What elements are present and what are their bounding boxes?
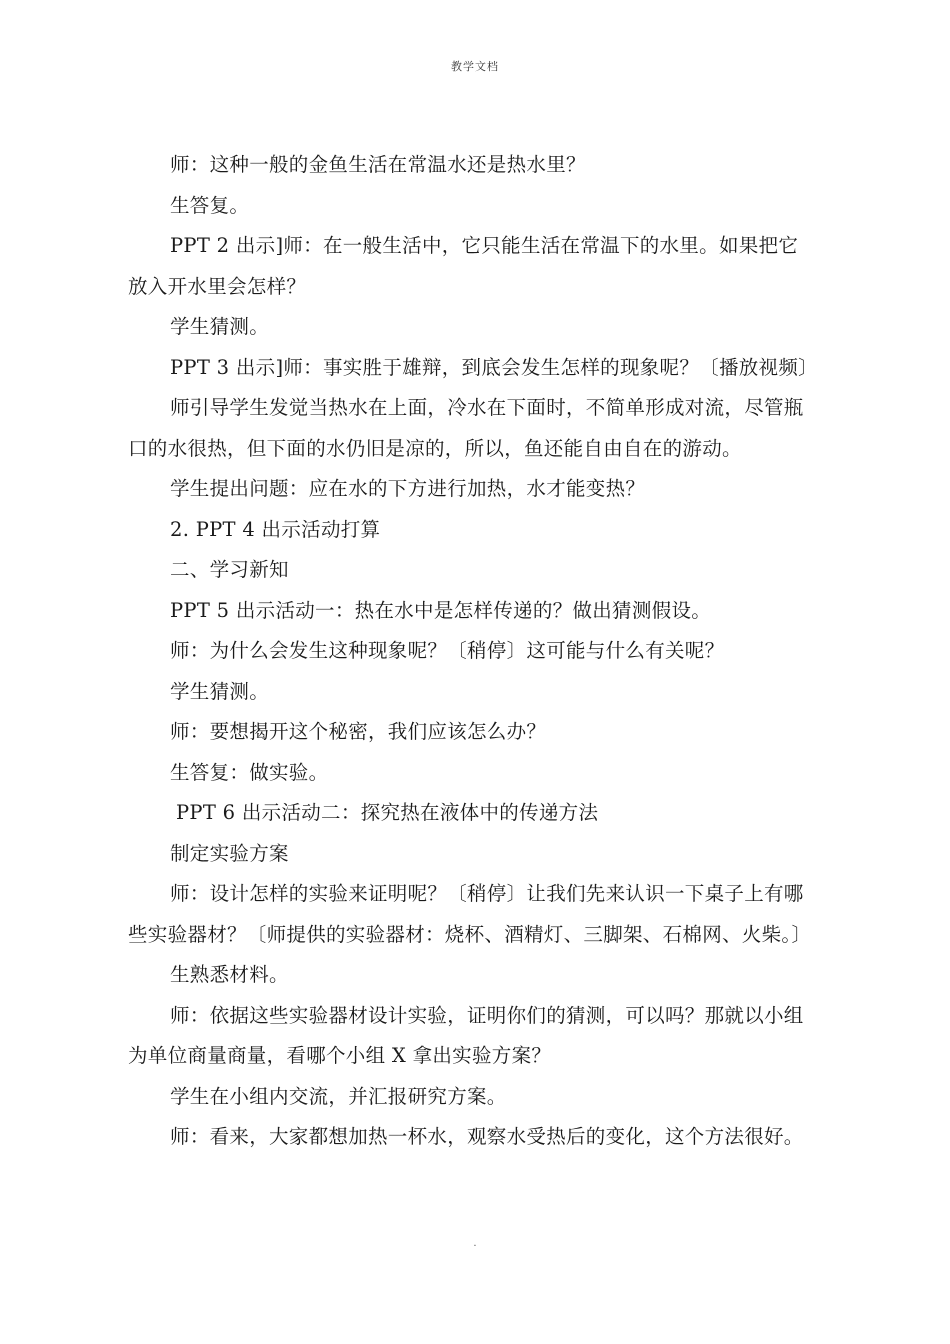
paragraph-line: 师：看来，大家都想加热一杯水，观察水受热后的变化，这个方法很好。 [170, 1125, 804, 1148]
paragraph-line: 制定实验方案 [170, 841, 289, 865]
document-body [128, 145, 828, 1158]
paragraph-line: 学生猜测。 [170, 679, 270, 703]
paragraph-line: 学生猜测。 [170, 315, 270, 338]
paragraph-line: 师引导学生发觉当热水在上面，冷水在下面时，不简单形成对流，尽管瓶 [170, 396, 804, 419]
page-header: 教学文档 [451, 60, 499, 73]
page-footer-mark: . [473, 1238, 477, 1249]
paragraph-line: 生熟悉材料。 [170, 963, 289, 986]
paragraph-line: 为单位商量商量，看哪个小组 X 拿出实验方案？ [128, 1044, 552, 1067]
paragraph-line: 学生在小组内交流，并汇报研究方案。 [170, 1084, 507, 1108]
paragraph-line: 放入开水里会怎样？ [128, 274, 307, 298]
paragraph-line: PPT 6 出示活动二：探究热在液体中的传递方法 [176, 801, 599, 824]
section-heading: 二、学习新知 [170, 558, 289, 581]
paragraph-line: 2. PPT 4 出示活动打算 [170, 517, 381, 541]
paragraph-line: PPT 5 出示活动一：热在水中是怎样传递的？做出猜测假设。 [170, 598, 712, 622]
paragraph-line: PPT 3 出示]师：事实胜于雄辩，到底会发生怎样的现象呢？〔播放视频〕 [170, 355, 818, 379]
paragraph-line: 些实验器材？〔师提供的实验器材：烧杯、酒精灯、三脚架、石棉网、火柴。〕 [128, 922, 812, 946]
paragraph-line: 师：设计怎样的实验来证明呢？〔稍停〕让我们先来认识一下桌子上有哪 [170, 882, 804, 905]
paragraph-line: PPT 2 出示]师：在一般生活中，它只能生活在常温下的水里。如果把它 [170, 234, 799, 257]
paragraph-line: 师：要想揭开这个秘密，我们应该怎么办？ [170, 720, 547, 743]
paragraph-line: 师：这种一般的金鱼生活在常温水还是热水里？ [170, 153, 586, 176]
paragraph-line: 学生提出问题：应在水的下方进行加热，水才能变热？ [170, 477, 646, 500]
paragraph-line: 生答复：做实验。 [170, 760, 329, 784]
paragraph-line: 生答复。 [170, 193, 250, 217]
paragraph-line: 师：为什么会发生这种现象呢？〔稍停〕这可能与什么有关呢？ [170, 639, 725, 662]
paragraph-line: 口的水很热，但下面的水仍旧是凉的，所以，鱼还能自由自在的游动。 [128, 436, 742, 460]
paragraph-line: 师：依据这些实验器材设计实验，证明你们的猜测，可以吗？那就以小组 [170, 1003, 804, 1027]
